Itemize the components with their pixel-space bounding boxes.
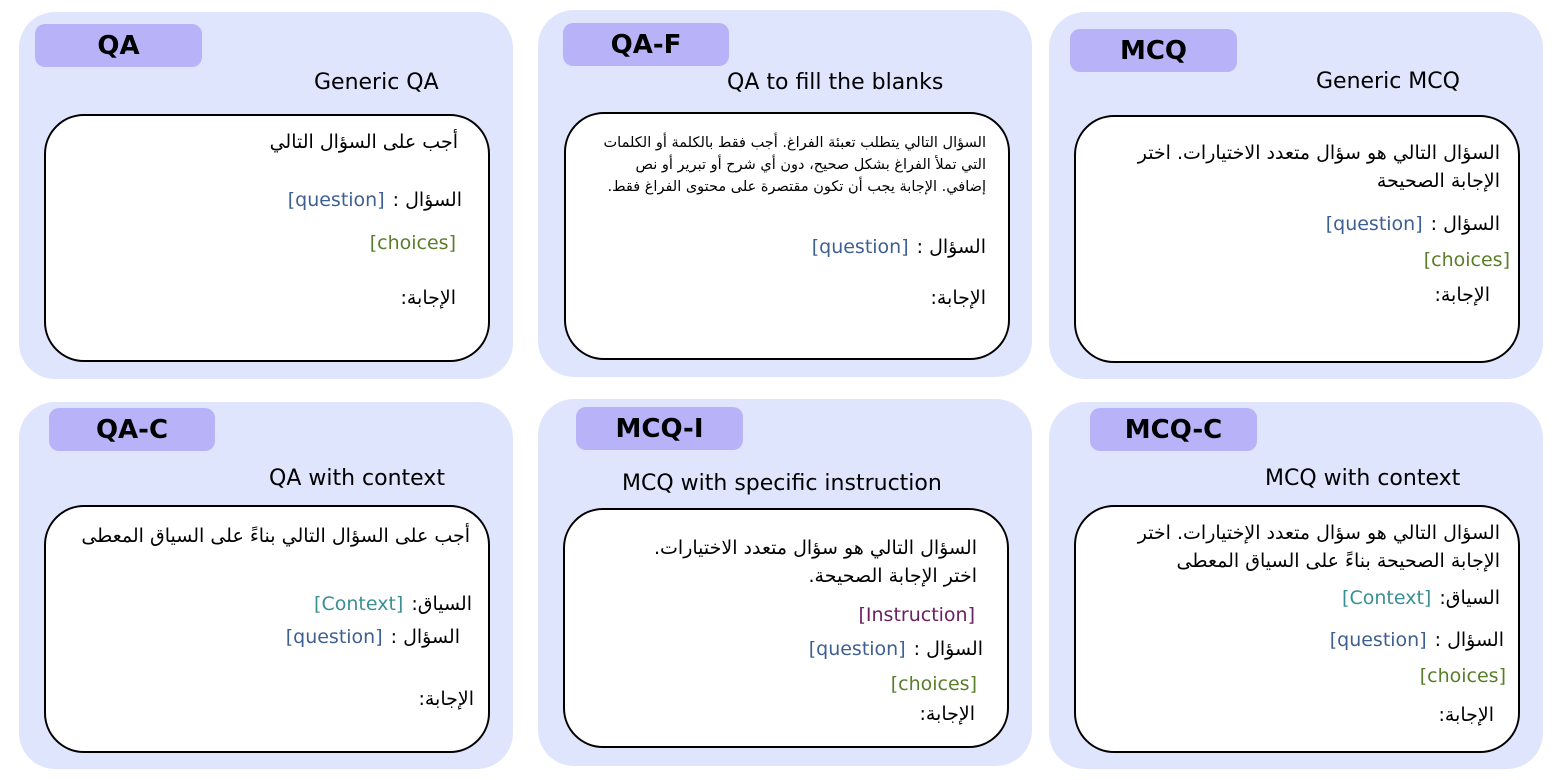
- question-placeholder: [question]: [1325, 213, 1423, 235]
- question-placeholder: [question]: [1329, 629, 1427, 651]
- answer-label: الإجابة:: [930, 287, 986, 309]
- choices-placeholder: [choices]: [1419, 665, 1506, 687]
- context-placeholder: [Context]: [314, 593, 404, 615]
- panel-qa: [19, 12, 513, 379]
- tag-mcqi: MCQ-I: [576, 407, 743, 450]
- instruction-text: السؤال التالي يتطلب تعبئة الفراغ. أجب فقط بالكلمة أو الكلمات التي تملأ الفراغ بشكل صحيح، دون أي شرح أو تبرير أو نص إضافي. الإجابة يجب أن تكون مقتصرة على محتوى الفراغ فقط.: [603, 135, 986, 195]
- panel-qaf: [538, 10, 1032, 377]
- context-placeholder: [Context]: [1342, 587, 1432, 609]
- question-label: السؤال :: [913, 638, 983, 660]
- subtitle-mcqi: MCQ with specific instruction: [622, 471, 942, 496]
- answer-label: الإجابة:: [919, 703, 975, 725]
- prompt-card-qac: [44, 505, 490, 753]
- question-placeholder: [question]: [285, 626, 383, 648]
- choices-placeholder: [choices]: [890, 673, 977, 695]
- answer-label: الإجابة:: [1438, 704, 1494, 726]
- answer-label: الإجابة:: [1434, 284, 1490, 306]
- question-label: السؤال :: [392, 189, 462, 211]
- tag-mcq: MCQ: [1070, 29, 1237, 72]
- choices-placeholder: [choices]: [369, 232, 456, 254]
- context-line: [1342, 587, 1500, 609]
- prompt-card-mcqc: [1074, 505, 1520, 753]
- choices-placeholder: [choices]: [1423, 249, 1510, 271]
- panel-mcqc: [1049, 402, 1543, 769]
- subtitle-qaf: QA to fill the blanks: [727, 70, 944, 95]
- question-label: السؤال :: [1430, 213, 1500, 235]
- prompt-card-mcq: [1074, 115, 1520, 363]
- prompt-card-mcqi: [563, 508, 1009, 748]
- panel-mcqi: [538, 399, 1032, 766]
- panel-qac: [19, 402, 513, 769]
- question-line: [288, 189, 462, 211]
- context-label: السياق:: [1439, 587, 1500, 609]
- question-label: السؤال :: [916, 236, 986, 258]
- instruction-text: السؤال التالي هو سؤال متعدد الاختيارات. اختر الإجابة الصحيحة: [1137, 142, 1500, 192]
- question-placeholder: [question]: [287, 189, 385, 211]
- question-line: [812, 236, 986, 258]
- subtitle-mcq: Generic MCQ: [1316, 69, 1460, 94]
- question-line: [286, 626, 460, 648]
- subtitle-qac: QA with context: [269, 466, 445, 491]
- instruction-text: أجب على السؤال التالي بناءً على السياق المعطى: [81, 525, 470, 547]
- question-label: السؤال :: [1434, 629, 1504, 651]
- tag-qac: QA-C: [49, 408, 215, 451]
- instruction-text: أجب على السؤال التالي: [269, 131, 458, 153]
- prompt-card-qaf: [564, 112, 1010, 360]
- question-line: [1326, 213, 1500, 235]
- question-placeholder: [question]: [811, 236, 909, 258]
- question-label: السؤال :: [390, 626, 460, 648]
- tag-mcqc: MCQ-C: [1090, 408, 1257, 451]
- tag-qa: QA: [35, 24, 202, 67]
- question-placeholder: [question]: [808, 638, 906, 660]
- answer-label: الإجابة:: [418, 688, 474, 710]
- answer-label: الإجابة:: [400, 287, 456, 309]
- context-label: السياق:: [411, 593, 472, 615]
- prompt-card-qa: [44, 114, 490, 362]
- question-line: [1330, 629, 1504, 651]
- panel-mcq: [1049, 12, 1543, 379]
- tag-qaf: QA-F: [563, 23, 729, 66]
- instruction-text: السؤال التالي هو سؤال متعدد الإختيارات. اختر الإجابة الصحيحة بناءً على السياق المعطى: [1137, 522, 1500, 572]
- subtitle-mcqc: MCQ with context: [1265, 466, 1461, 491]
- specific-instruction-placeholder: [Instruction]: [858, 604, 975, 626]
- question-line: [809, 638, 983, 660]
- instruction-text: السؤال التالي هو سؤال متعدد الاختيارات. اختر الإجابة الصحيحة.: [654, 537, 977, 587]
- context-line: [314, 593, 472, 615]
- subtitle-qa: Generic QA: [314, 70, 439, 95]
